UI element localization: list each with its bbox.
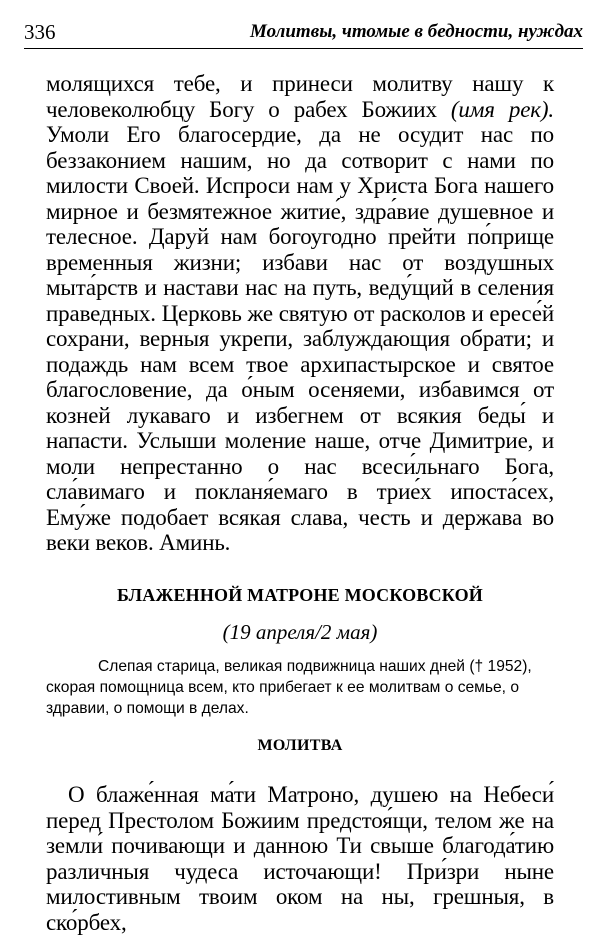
page-number: 336	[24, 20, 56, 44]
section-title: БЛАЖЕННОЙ МАТРОНЕ МОСКОВСКОЙ	[116, 585, 483, 605]
body-text-end: Умоли Его благосердие, да не осудит нас по беззаконием нашим, но да сотворит с нами по милости Своей. Испроси нам у Христа Бога нашего мирное и безмятежное житие́, здра́вие душевное и телесное. Даруй нам богоугодно прейти по́прище временныя жизни; избави нас от воздушных мыта́рств и настави нас на путь, веду́щий в селения праведных. Церковь же святую от расколов и ересе́й сохрани, верныя укрепи, заблуждающия обрати; и подаждь нам всем твое архипастырское и святое благословение, да о́ным осеняеми, избавимся от козней лукаваго и избегнем от всякия беды́ и напасти. Услыши моление наше, отче Димитрие, и моли непрестанно о нас всеси́льнаго Бога, сла́вимаго и покланя́емаго в трие́х ипоста́сех, Ему́же подобает всякая слава, честь и держава во веки веков. Аминь.	[46, 122, 554, 555]
section-date: (19 апреля/2 мая)	[222, 620, 378, 644]
section-note: Слепая старица, великая подвижница наших дней († 1952), скорая помощница всем, кто прибегает к ее молитвам о семье, о здравии, о помощи в делах.	[46, 658, 532, 717]
running-title: Молитвы, чтомые в бедности, нуждах	[249, 21, 583, 42]
italic-remark: (имя рек).	[450, 96, 555, 122]
prayer-paragraph: О блаже́нная ма́ти Матроно, душею на Небеси́ перед Престолом Божиим предстоя́щи, телом же на земли́ почивающи и данною Ти свыше благода́тию различныя чудеса источающи! При́зри ныне милостивным твоим оком на ны, грешныя, в ско́рбех,	[46, 782, 554, 935]
prayer-heading: МОЛИТВА	[257, 737, 343, 754]
body-paragraph	[46, 71, 554, 556]
running-header	[24, 18, 583, 49]
body-text-start: молящихся тебе, и принеси молитву нашу к человеколюбцу Богу о рабех Божиих	[46, 71, 554, 122]
